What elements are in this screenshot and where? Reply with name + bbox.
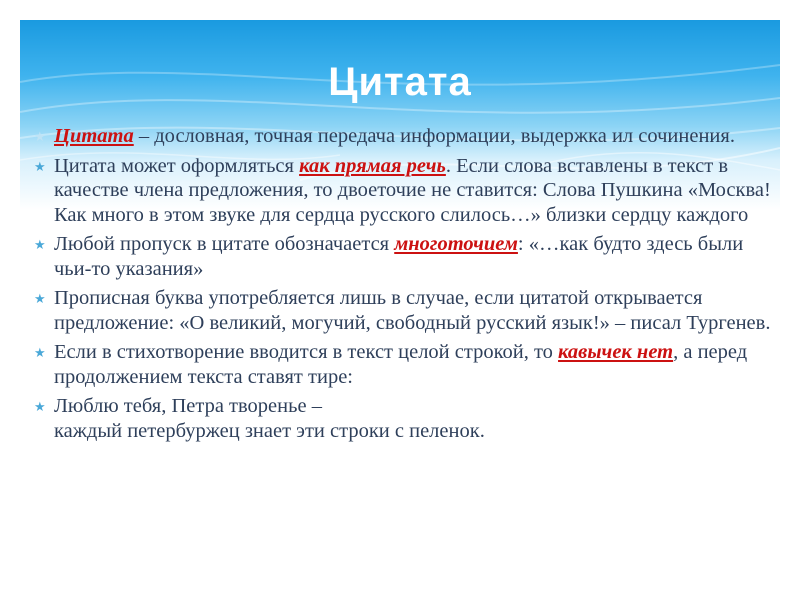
highlight-term: многоточием — [394, 233, 518, 255]
highlight-term: кавычек нет — [558, 341, 674, 363]
highlight-term: как прямая речь — [299, 154, 446, 177]
poem-quote — [32, 394, 772, 443]
star-bullet-icon: ★ — [34, 399, 46, 414]
poem-line: Люблю тебя, Петра творенье – — [54, 395, 322, 417]
slide — [20, 20, 780, 580]
poem-line: каждый петербуржец знает эти строки с пеленок. — [54, 419, 485, 442]
slide-title: Цитата — [328, 60, 472, 104]
star-bullet-icon: ★ — [34, 237, 46, 252]
star-bullet-icon: ★ — [34, 129, 46, 144]
star-bullet-icon: ★ — [34, 158, 46, 174]
list-item: ★ Цитата – дословная, точная передача информации, выдержка ил сочинения. — [32, 124, 772, 149]
list-item: ★ Прописная буква употребляется лишь в случае, если цитатой открывается предложение: «О великий, могучий, свободный русский язык!» – писал Тургенев. — [34, 287, 771, 334]
slide-content — [32, 124, 772, 448]
list-item: ★ Любой пропуск в цитате обозначается многоточием: «…как будто здесь были чьи-то указания» — [34, 233, 744, 280]
highlight-term: Цитата — [54, 125, 134, 147]
star-bullet-icon: ★ — [34, 345, 46, 360]
star-bullet-icon: ★ — [34, 291, 46, 306]
list-item: ★ Цитата может оформляться как прямая речь. Если слова вставлены в текст в качестве члена предложения, то двоеточие не ставится: Слова Пушкина «Москва! Как много в этом звуке для сердца русского слилось…» близки сердцу каждого — [34, 154, 771, 226]
list-item: ★ Если в стихотворение вводится в текст целой строкой, то кавычек нет, а перед продолжением текста ставят тире: — [34, 341, 748, 388]
